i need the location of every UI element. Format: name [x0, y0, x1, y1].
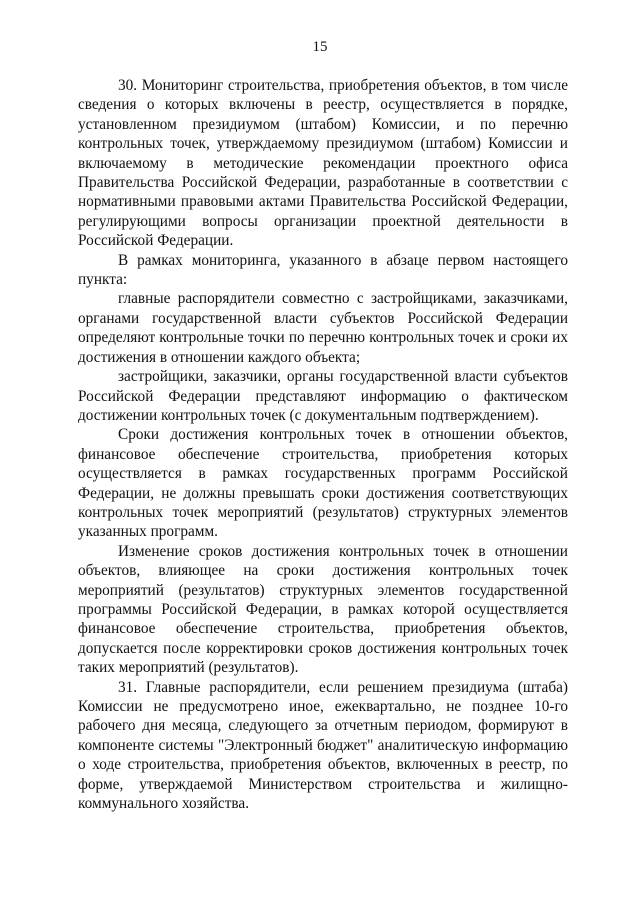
paragraph-31-quarterly-reporting: 31. Главные распорядители, если решением президиума (штаба) Комиссии не предусмотрено иное, ежеквартально, не позднее 10-го рабочего дня месяца, следующего за отчетным периодом, формируют в компоненте системы "Электронный бюджет" аналитическую информацию о ходе строительства, приобретения объектов, включенных в реестр, по форме, утверждаемой Министерством строительства и жилищно-коммунального хозяйства. [78, 678, 568, 813]
paragraph-control-point-deadlines: Сроки достижения контрольных точек в отношении объектов, финансовое обеспечение строительства, приобретения которых осуществляется в рамках государственных программ Российской Федерации, не должны превышать сроки достижения соответствующих контрольных точек мероприятий (результатов) структурных элементов указанных программ. [78, 426, 568, 541]
document-body [78, 76, 568, 813]
page-number: 15 [312, 39, 328, 55]
paragraph-deadline-changes: Изменение сроков достижения контрольных точек в отношении объектов, влияющее на сроки достижения контрольных точек мероприятий (результатов) структурных элементов государственной программы Российской Федерации, в рамках которой осуществляется финансовое обеспечение строительства, приобретения объектов, допускается после корректировки сроков достижения контрольных точек таких мероприятий (результатов). [78, 542, 568, 677]
paragraph-developers-duties: застройщики, заказчики, органы государственной власти субъектов Российской Федерации представляют информацию о фактическом достижении контрольных точек (с документальным подтверждением). [78, 368, 568, 424]
paragraph-30-monitoring: 30. Мониторинг строительства, приобретения объектов, в том числе сведения о которых включены в реестр, осуществляется в порядке, установленном президиумом (штабом) Комиссии, и по перечню контрольных точек, утверждаемому президиумом (штабом) Комиссии и включаемому в методические рекомендации проектного офиса Правительства Российской Федерации, разработанные в соответствии с нормативными правовыми актами Правительства Российской Федерации, регулирующими вопросы организации проектной деятельности в Российской Федерации. [78, 77, 568, 250]
paragraph-main-managers-duties: главные распорядители совместно с застройщиками, заказчиками, органами государственной власти субъектов Российской Федерации определяют контрольные точки по перечню контрольных точек и сроки их достижения в отношении каждого объекта; [78, 290, 568, 366]
paragraph-monitoring-scope: В рамках мониторинга, указанного в абзаце первом настоящего пункта: [78, 251, 568, 289]
